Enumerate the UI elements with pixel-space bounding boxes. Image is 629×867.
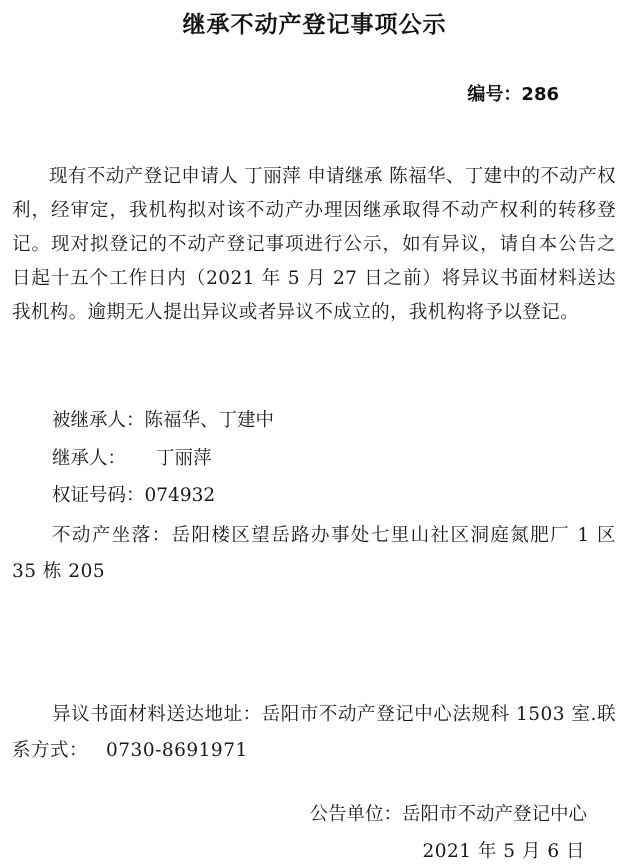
heir-field (52, 442, 212, 476)
issuer (309, 800, 587, 830)
contact-value: 0730-8691971 (106, 740, 248, 761)
document-title: 继承不动产登记事项公示 (182, 12, 447, 38)
issue-date: 2021 年 5 月 6 日 (422, 841, 585, 862)
decedent-label: 被继承人： (52, 410, 145, 431)
address-label: 异议书面材料送达地址： (52, 704, 262, 725)
objection-address (12, 697, 616, 769)
serial-value: 286 (521, 84, 559, 105)
heir-value: 丁丽萍 (156, 448, 212, 469)
contact-label: .联系方式： (12, 704, 616, 761)
serial-number (467, 80, 559, 106)
decedent-field (52, 404, 274, 438)
certificate-field (52, 479, 215, 513)
heir-label: 继承人： (52, 448, 127, 469)
location-label: 不动产坐落： (52, 525, 172, 546)
issuer-label: 公告单位： (309, 804, 402, 825)
issuer-value: 岳阳市不动产登记中心 (401, 804, 587, 825)
address-value: 岳阳市不动产登记中心法规科 1503 室 (261, 704, 591, 725)
location-field (12, 518, 616, 590)
notice-body: 现有不动产登记申请人 丁丽萍 申请继承 陈福华、丁建中的不动产权利，经审定，我机构拟对该不动产办理因继承取得不动产权利的转移登记。现对拟登记的不动产登记事项进行公示，如有异议，请自本公告之日起十五个工作日内（2021 年 5 月 27 日之前）将异议书面材料送达我机构。逾期无人提出异议或者异议不成立的，我机构将予以登记。 (12, 166, 616, 323)
certificate-label: 权证号码： (52, 485, 145, 506)
decedent-value: 陈福华、丁建中 (144, 410, 275, 431)
certificate-value: 074932 (144, 485, 216, 506)
location-value: 岳阳楼区望岳路办事处七里山社区洞庭氮肥厂 1 区 35 栋 205 (12, 525, 616, 582)
serial-label: 编号： (467, 84, 522, 105)
